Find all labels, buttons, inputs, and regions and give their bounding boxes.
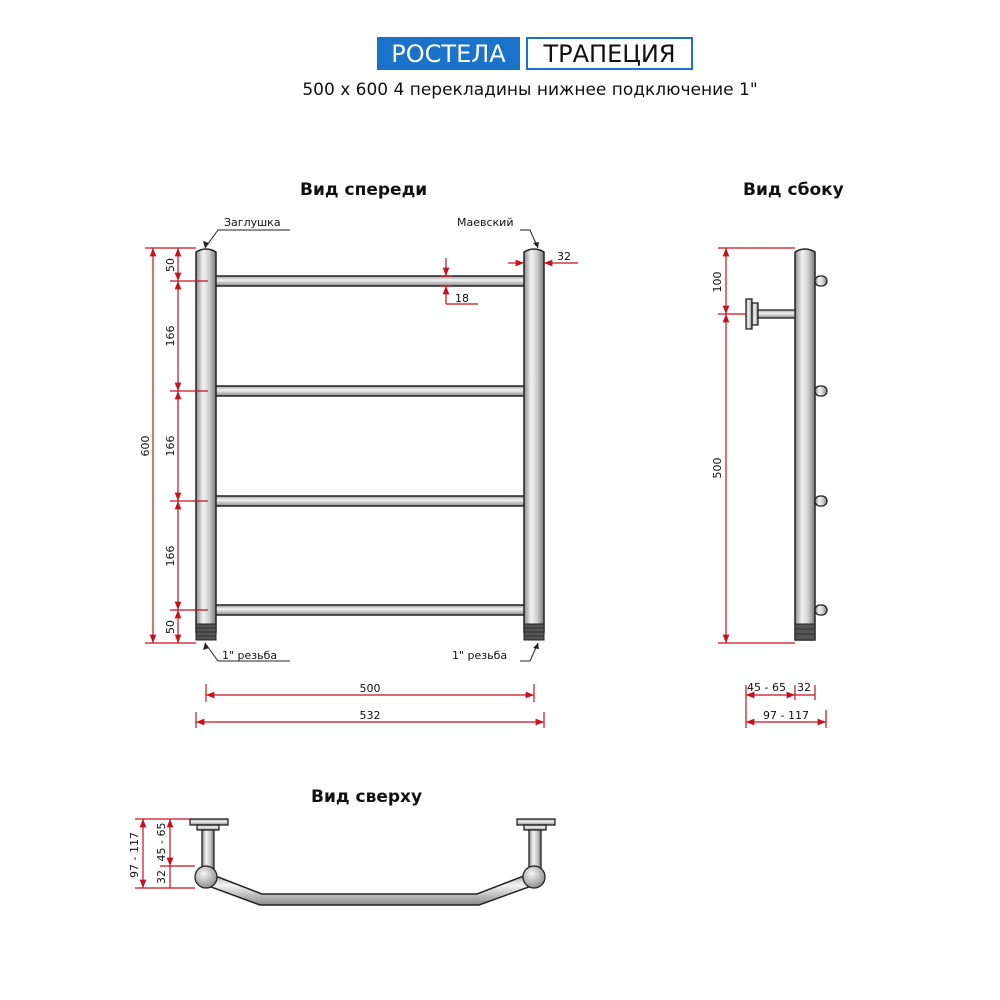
top-left-mount <box>190 819 228 888</box>
dim-side-overall-depth: 97 - 117 <box>763 709 809 722</box>
dim-side-wall-offset: 45 - 65 <box>747 681 786 694</box>
top-view <box>128 819 555 905</box>
brand-label: РОСТЕЛА <box>377 37 520 70</box>
crossbar-2 <box>208 386 530 396</box>
dim-bottom-offset: 50 <box>164 620 177 634</box>
thread-right-callout: 1" резьба <box>452 649 508 662</box>
model-label: ТРАПЕЦИЯ <box>526 37 693 70</box>
left-riser <box>196 249 216 640</box>
dim-top-to-mount: 100 <box>711 271 724 293</box>
right-riser <box>524 249 544 640</box>
dim-top-overall-depth: 97 - 117 <box>128 832 141 878</box>
dim-mount-height: 500 <box>711 457 724 479</box>
dim-bar-diameter: 18 <box>455 292 469 305</box>
dim-overall-width: 532 <box>359 709 381 722</box>
crossbar-4 <box>208 605 530 615</box>
front-view-title: Вид спереди <box>300 180 428 200</box>
crossbars <box>208 276 530 615</box>
callout-leaders <box>205 230 538 661</box>
thread-left-callout: 1" резьба <box>222 649 278 662</box>
side-view <box>711 248 827 728</box>
dim-total-height: 600 <box>139 435 152 457</box>
side-wall-mount <box>746 299 795 329</box>
side-view-title: Вид сбоку <box>743 180 844 200</box>
dim-spacing-1: 166 <box>164 325 177 347</box>
dim-spacing-2: 166 <box>164 435 177 457</box>
side-riser <box>795 249 815 640</box>
front-view <box>139 216 578 728</box>
plug-callout: Заглушка <box>224 216 281 229</box>
crossbar-3 <box>208 496 530 506</box>
top-bent-bar <box>203 872 537 905</box>
product-subtitle: 500 x 600 4 перекладины нижнее подключение 1" <box>302 80 758 100</box>
top-right-mount <box>517 819 555 888</box>
dim-spacing-3: 166 <box>164 545 177 567</box>
dim-axis-width: 500 <box>359 682 381 695</box>
top-view-title: Вид сверху <box>311 787 423 807</box>
dim-pipe-diameter: 32 <box>557 250 571 263</box>
dim-side-pipe: 32 <box>797 681 811 694</box>
dim-top-wall-offset: 45 - 65 <box>155 822 168 862</box>
crossbar-1 <box>208 276 530 286</box>
side-bar-stubs <box>815 276 827 615</box>
dim-top-offset: 50 <box>164 258 177 272</box>
mayevsky-callout: Маевский <box>457 216 514 229</box>
dim-top-pipe: 32 <box>155 870 168 884</box>
